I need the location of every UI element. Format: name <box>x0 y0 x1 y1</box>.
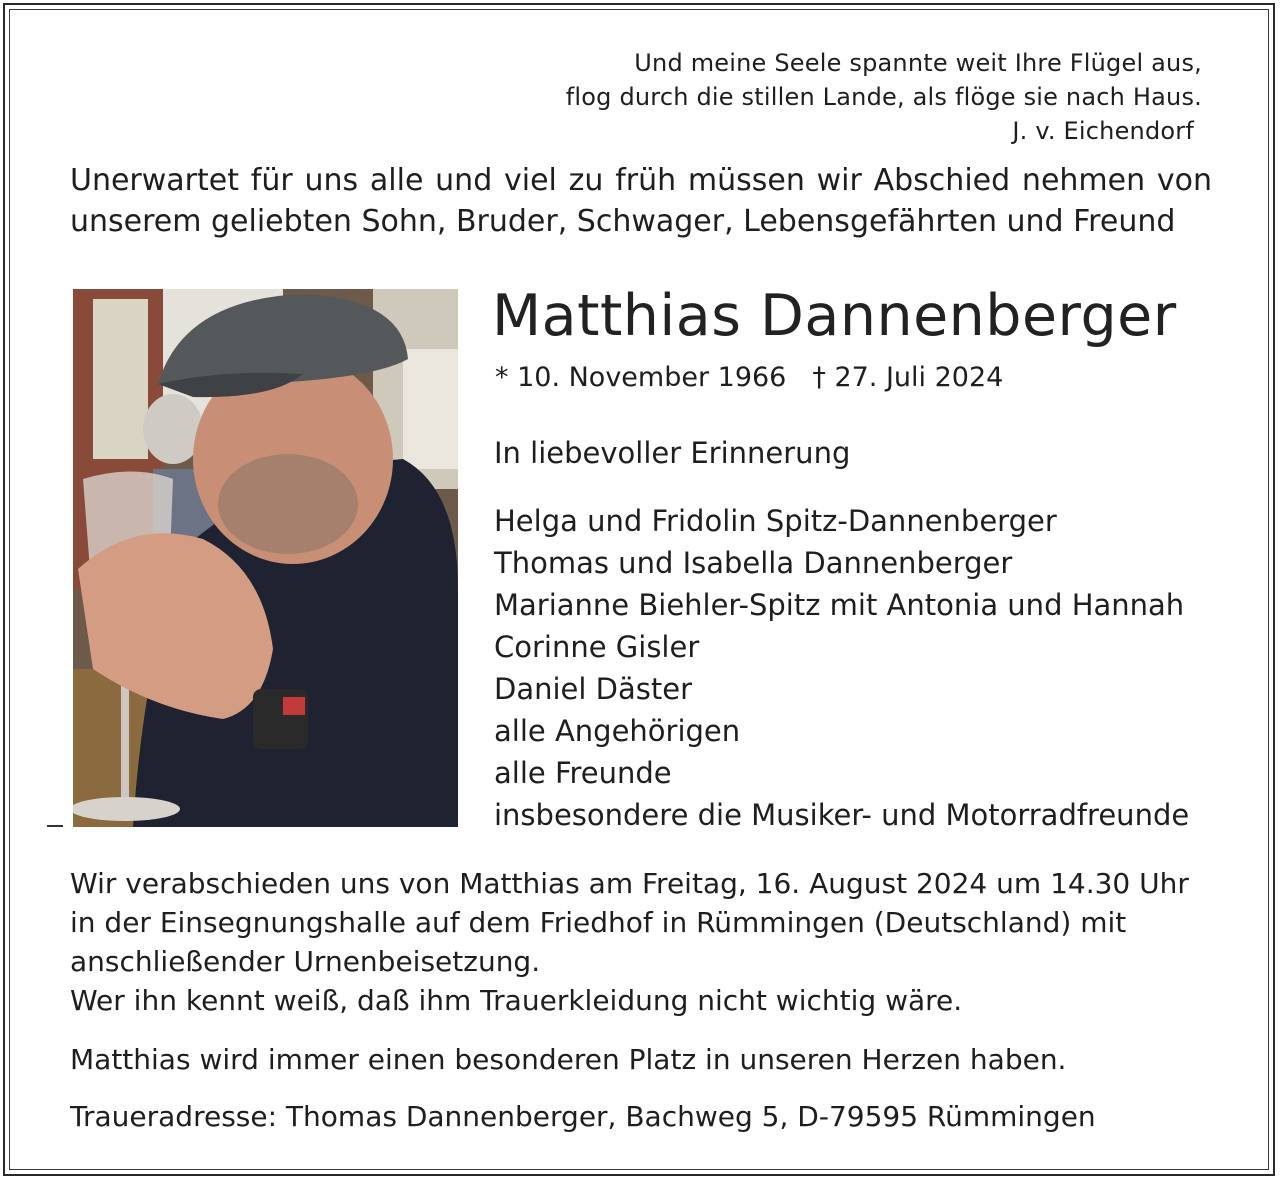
mourner-item: insbesondere die Musiker- und Motorradfreunde <box>494 798 1190 832</box>
mourner-item: alle Angehörigen <box>494 714 741 748</box>
mourners-list <box>494 500 1189 836</box>
divider-dash <box>47 825 63 827</box>
mourning-address: Traueradresse: Thomas Dannenberger, Bachweg 5, D-79595 Rümmingen <box>70 1100 1096 1133</box>
intro-text: Unerwartet für uns alle und viel zu früh müssen wir Abschied nehmen von unserem geliebten Sohn, Bruder, Schwager, Lebensgefährten und Freund <box>70 163 1212 239</box>
portrait-photo <box>73 289 458 827</box>
mourner-item: Daniel Däster <box>494 672 693 706</box>
poem-line: flog durch die stillen Lande, als flöge sie nach Haus. <box>565 83 1202 111</box>
birth-date: * 10. November 1966 <box>495 362 787 393</box>
service-line: in der Einsegnungshalle auf dem Friedhof in Rümmingen (Deutschland) mit <box>70 906 1127 939</box>
mourner-item: Corinne Gisler <box>494 630 700 664</box>
life-dates <box>495 359 1003 397</box>
service-line: Wir verabschieden uns von Matthias am Freitag, 16. August 2024 um 14.30 Uhr <box>70 867 1189 900</box>
mourner-item: alle Freunde <box>494 756 672 790</box>
poem-quote <box>566 46 1202 148</box>
closing-text: Matthias wird immer einen besonderen Platz in unseren Herzen haben. <box>70 1043 1067 1076</box>
poem-author: J. v. Eichendorf <box>1012 117 1194 145</box>
mourner-item: Thomas und Isabella Dannenberger <box>494 546 1013 580</box>
mourner-item: Marianne Biehler-Spitz mit Antonia und Hannah <box>494 588 1185 622</box>
deceased-name: Matthias Dannenberger <box>492 283 1177 349</box>
memory-line: In liebevoller Erinnerung <box>494 436 851 470</box>
mourner-item: Helga und Fridolin Spitz-Dannenberger <box>494 504 1057 538</box>
service-info <box>70 864 1230 1020</box>
service-line: Wer ihn kennt weiß, daß ihm Trauerkleidung nicht wichtig wäre. <box>70 984 963 1017</box>
poem-line: Und meine Seele spannte weit Ihre Flügel aus, <box>634 49 1202 77</box>
service-line: anschließender Urnenbeisetzung. <box>70 945 541 978</box>
death-date: † 27. Juli 2024 <box>812 362 1004 393</box>
